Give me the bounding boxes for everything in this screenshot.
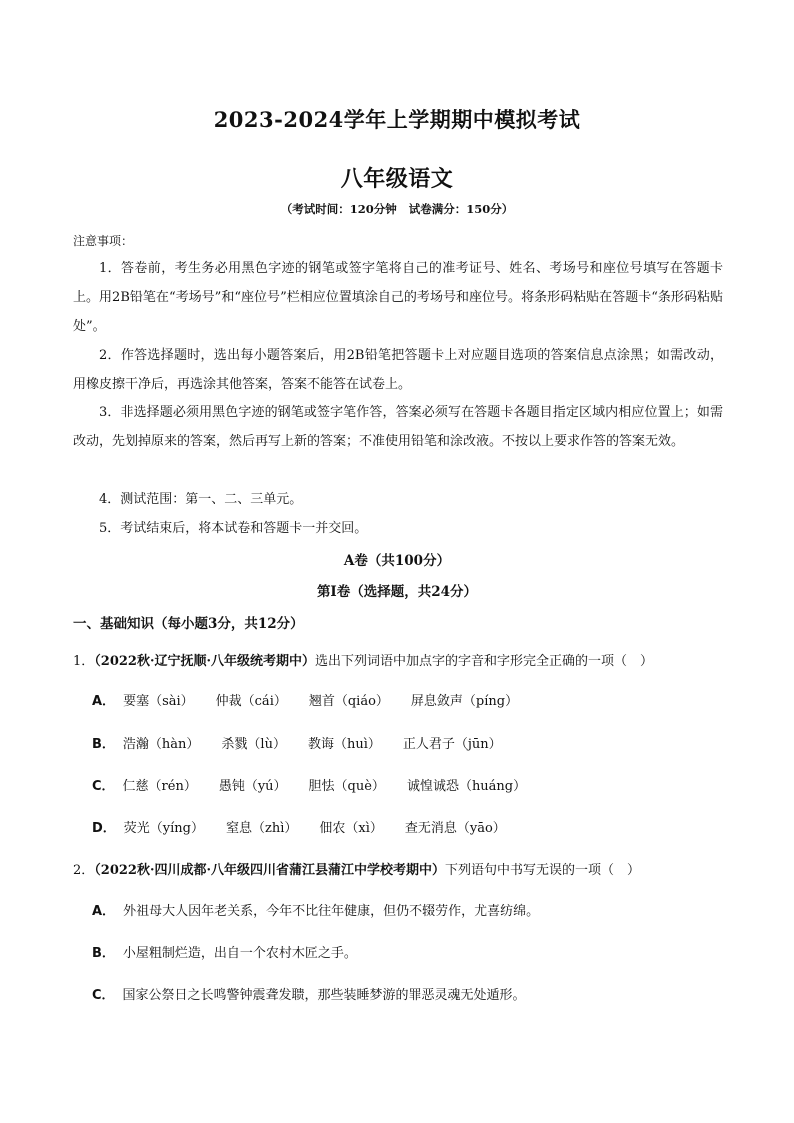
question-number: 1．	[73, 654, 95, 669]
question-1-option-d[interactable]	[92, 817, 506, 836]
notice-item-2: 2．作答选择题时，选出每小题答案后，用2B铅笔把答题卡上对应题目选项的答案信息点涂黑；如需改动，用橡皮擦干净后，再选涂其他答案，答案不能答在试卷上。	[73, 348, 723, 392]
option-word: 屏息敛声（píng）	[410, 694, 519, 709]
question-text: 选出下列词语中加点字的字音和字形完全正确的一项（ ）	[315, 654, 654, 669]
option-text: 小屋粗制烂造，出自一个农村木匠之手。	[122, 946, 357, 961]
paper-a-heading: A卷（共100分）	[343, 553, 451, 569]
section-basic-heading: 一、基础知识（每小题3分，共12分）	[73, 616, 304, 632]
notice-heading: 注意事项：	[73, 234, 134, 248]
exam-title: 2023-2024学年上学期期中模拟考试	[213, 107, 581, 132]
subject-title: 八年级语文	[340, 166, 454, 192]
time-info: （考试时间：120分钟	[280, 202, 397, 216]
exam-info	[0, 201, 794, 217]
notice-item-3: 3．非选择题必须用黑色字迹的钢笔或签字笔作答，答案必须写在答题卡各题目指定区域内相应位置上；如需改动，先划掉原来的答案，然后再写上新的答案；不准使用铅笔和涂改液。不按以上要求作答的答案无效。	[73, 405, 723, 449]
notice-item-5: 5．考试结束后，将本试卷和答题卡一并交回。	[99, 521, 368, 536]
score-info: 试卷满分：150分）	[408, 202, 514, 216]
option-text: 外祖母大人因年老关系，今年不比往年健康，但仍不辍劳作，尤喜纺绵。	[123, 904, 540, 919]
option-letter: B．	[92, 946, 115, 961]
question-source: （2022秋·四川成都·八年级四川省蒲江县蒲江中学校考期中）	[94, 863, 446, 878]
question-2-option-a[interactable]	[92, 900, 539, 919]
option-word: 窒息（zhì）	[226, 821, 298, 836]
question-1-option-c[interactable]	[92, 775, 526, 794]
option-word: 愚钝（yú）	[218, 779, 287, 794]
part-one-heading: 第I卷（选择题，共24分）	[316, 584, 478, 600]
question-1-option-b[interactable]	[92, 733, 502, 752]
question-1-option-a[interactable]	[92, 690, 518, 709]
option-word: 浩瀚（hàn）	[122, 737, 200, 752]
option-letter: B．	[92, 737, 115, 752]
question-2-option-c[interactable]	[92, 984, 526, 1003]
notice-item-4: 4．测试范围：第一、二、三单元。	[99, 492, 303, 507]
option-word: 正人君子（jūn）	[402, 737, 502, 752]
option-word: 佃农（xì）	[319, 821, 383, 836]
option-word: 仲裁（cái）	[215, 694, 287, 709]
option-text: 国家公祭日之长鸣警钟震聋发聩，那些装睡梦游的罪恶灵魂无处遁形。	[122, 988, 526, 1003]
question-source: （2022秋·辽宁抚顺·八年级统考期中）	[94, 654, 316, 669]
option-letter: A．	[92, 904, 116, 919]
question-1-stem	[73, 650, 733, 669]
option-letter: C．	[92, 988, 115, 1003]
question-text: 下列语句中书写无误的一项（ ）	[445, 863, 641, 878]
option-letter: D．	[92, 821, 116, 836]
notice-item-1: 1．答卷前，考生务必用黑色字迹的钢笔或签字笔将自己的准考证号、姓名、考场号和座位号填写在答题卡上。用2B铅笔在“考场号”和“座位号”栏相应位置填涂自己的考场号和座位号。将条形码粘贴在答题卡“条形码粘贴处”。	[73, 261, 723, 334]
option-word: 教诲（huì）	[307, 737, 381, 752]
option-word: 胆怯（què）	[308, 779, 385, 794]
option-word: 要塞（sài）	[123, 694, 194, 709]
question-number: 2．	[73, 863, 95, 878]
option-word: 仁慈（rén）	[122, 779, 197, 794]
option-word: 诚惶诚恐（huáng）	[406, 779, 527, 794]
option-word: 荧光（yíng）	[123, 821, 204, 836]
option-letter: A．	[92, 694, 116, 709]
option-letter: C．	[92, 779, 115, 794]
option-word: 杀戮（lù）	[221, 737, 286, 752]
option-word: 翘首（qiáo）	[308, 694, 389, 709]
question-2-stem	[73, 859, 733, 878]
option-word: 查无消息（yāo）	[404, 821, 506, 836]
question-2-option-b[interactable]	[92, 942, 357, 961]
